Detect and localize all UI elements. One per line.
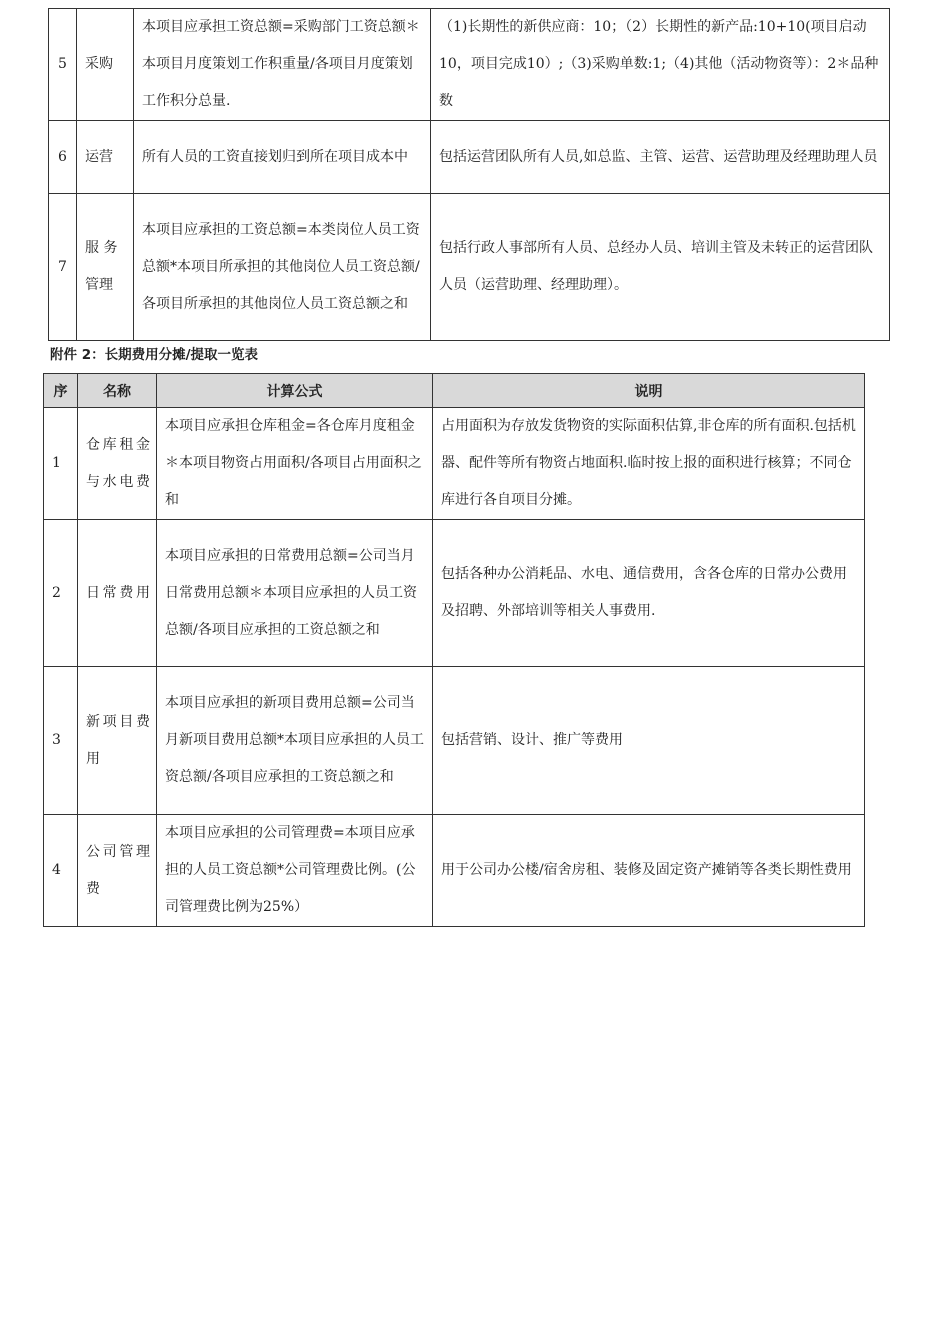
row-name: 采购 xyxy=(77,9,134,121)
row-number: 5 xyxy=(49,9,77,121)
table-row xyxy=(44,408,865,520)
row-description: 包括各种办公消耗品、水电、通信费用，含各仓库的日常办公费用及招聘、外部培训等相关人事费用. xyxy=(433,520,865,667)
row-formula: 所有人员的工资直接划归到所在项目成本中 xyxy=(134,121,431,194)
header-number: 序 xyxy=(44,374,78,408)
row-number: 6 xyxy=(49,121,77,194)
row-number: 3 xyxy=(44,667,78,815)
row-description: （1)长期性的新供应商：10；（2）长期性的新产品:10+10(项目启动10，项目完成10）;（3)采购单数:1;（4)其他（活动物资等）：2＊品种数 xyxy=(431,9,890,121)
row-number: 1 xyxy=(44,408,78,520)
salary-allocation-table xyxy=(48,8,890,341)
table-row xyxy=(49,121,890,194)
row-number: 2 xyxy=(44,520,78,667)
table-row xyxy=(49,9,890,121)
table-row xyxy=(44,667,865,815)
row-description: 包括营销、设计、推广等费用 xyxy=(433,667,865,815)
row-number: 7 xyxy=(49,194,77,341)
row-formula: 本项目应承担的工资总额=本类岗位人员工资总额*本项目所承担的其他岗位人员工资总额/各项目所承担的其他岗位人员工资总额之和 xyxy=(134,194,431,341)
long-term-cost-table xyxy=(43,373,865,927)
row-description: 占用面积为存放发货物资的实际面积估算,非仓库的所有面积.包括机器、配件等所有物资占地面积.临时按上报的面积进行核算；不同仓库进行各自项目分摊。 xyxy=(433,408,865,520)
row-description: 用于公司办公楼/宿舍房租、装修及固定资产摊销等各类长期性费用 xyxy=(433,815,865,927)
row-formula: 本项目应承担的公司管理费=本项目应承担的人员工资总额*公司管理费比例。(公司管理费比例为25%） xyxy=(157,815,433,927)
row-name: 仓库租金与水电费 xyxy=(78,408,157,520)
table-row xyxy=(49,194,890,341)
row-name: 公司管理费 xyxy=(78,815,157,927)
row-name: 日常费用 xyxy=(78,520,157,667)
row-name: 服 务 管理 xyxy=(77,194,134,341)
row-description: 包括行政人事部所有人员、总经办人员、培训主管及未转正的运营团队人员（运营助理、经理助理）。 xyxy=(431,194,890,341)
header-formula: 计算公式 xyxy=(157,374,433,408)
table-row xyxy=(44,520,865,667)
header-description: 说明 xyxy=(433,374,865,408)
table-header-row xyxy=(44,374,865,408)
table-row xyxy=(44,815,865,927)
row-description: 包括运营团队所有人员,如总监、主管、运营、运营助理及经理助理人员 xyxy=(431,121,890,194)
row-formula: 本项目应承担工资总额=采购部门工资总额＊本项目月度策划工作积重量/各项目月度策划工作积分总量. xyxy=(134,9,431,121)
row-formula: 本项目应承担的日常费用总额=公司当月日常费用总额＊本项目应承担的人员工资总额/各项目应承担的工资总额之和 xyxy=(157,520,433,667)
row-number: 4 xyxy=(44,815,78,927)
row-name: 新项目费用 xyxy=(78,667,157,815)
row-name: 运营 xyxy=(77,121,134,194)
header-name: 名称 xyxy=(78,374,157,408)
row-formula: 本项目应承担的新项目费用总额=公司当月新项目费用总额*本项目应承担的人员工资总额/各项目应承担的工资总额之和 xyxy=(157,667,433,815)
appendix-caption: 附件 2：长期费用分摊/提取一览表 xyxy=(50,347,259,363)
row-formula: 本项目应承担仓库租金=各仓库月度租金＊本项目物资占用面积/各项目占用面积之和 xyxy=(157,408,433,520)
